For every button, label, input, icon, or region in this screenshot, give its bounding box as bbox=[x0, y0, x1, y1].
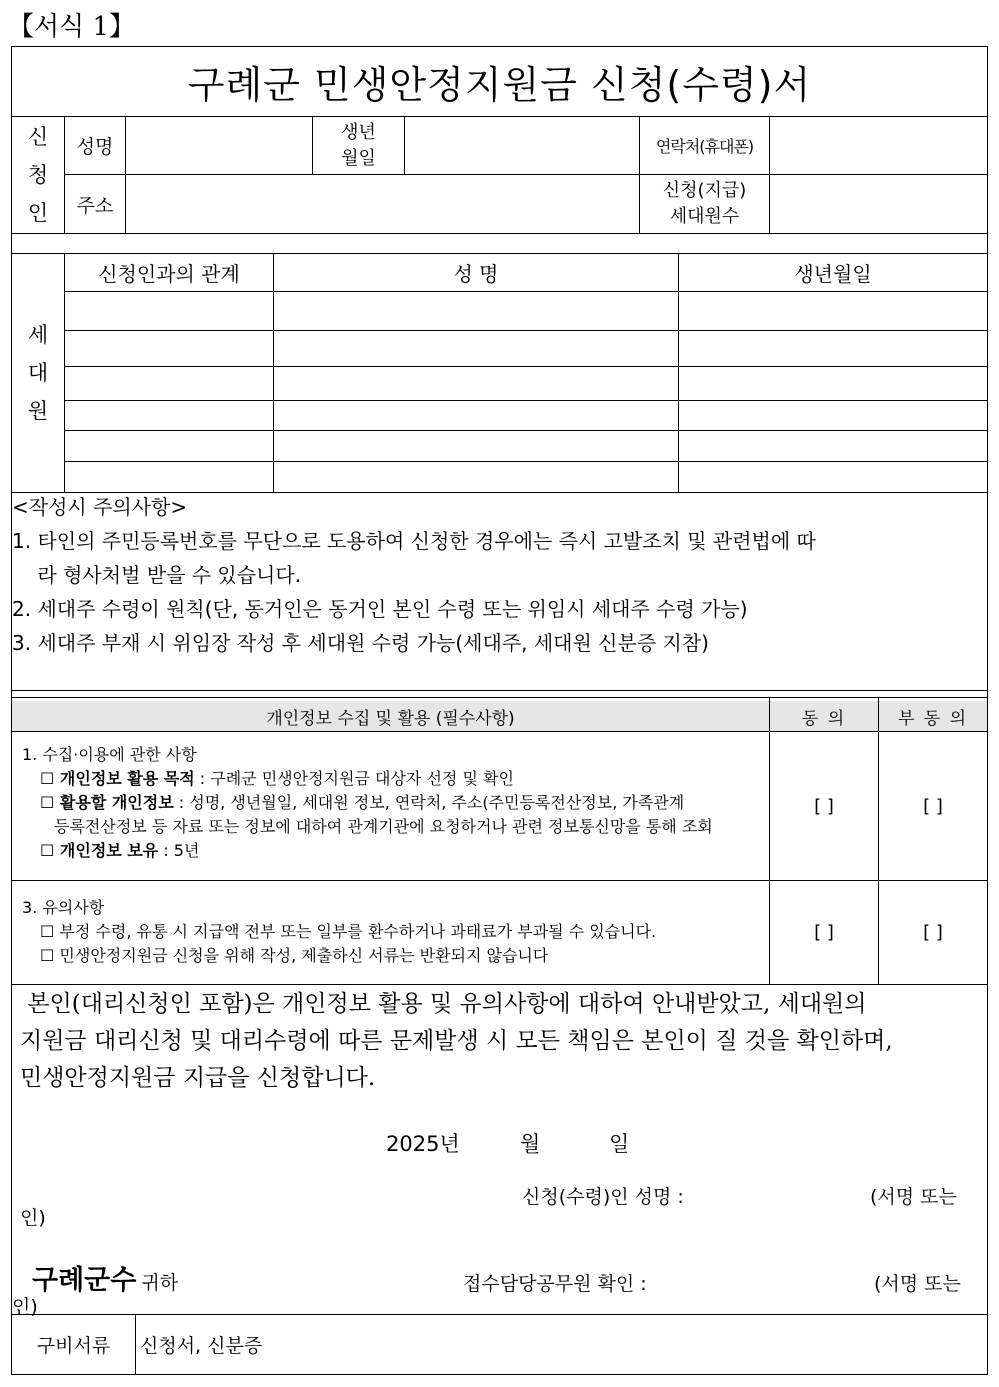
section1-agree-checkbox[interactable]: [ ] bbox=[814, 795, 834, 817]
col-name: 성 명 bbox=[453, 262, 499, 286]
applicant-signature-label: 신청(수령)인 성명 : bbox=[522, 1186, 684, 1208]
applicant-section-label bbox=[12, 116, 64, 233]
staff-confirm-label: 접수담당공무원 확인 : bbox=[463, 1273, 647, 1295]
note-item: 2. 세대주 수령이 원칙(단, 동거인은 동거인 본인 수령 또는 위임시 세대주 수령 가능) bbox=[12, 597, 748, 621]
declaration-text bbox=[20, 986, 990, 1097]
notice-line-1: ☐ 부정 수령, 유통 시 지급액 전부 또는 일부를 환수하거나 과태료가 부과될 수 있습니다. bbox=[40, 922, 657, 941]
address-label: 주소 bbox=[76, 194, 114, 217]
contact-label: 연락처(휴대폰) bbox=[655, 137, 754, 156]
retention-line: ☐ 개인정보 보유 : 5년 bbox=[40, 841, 200, 860]
name-label: 성명 bbox=[76, 136, 114, 158]
col-birthdate: 생년월일 bbox=[794, 262, 872, 286]
seal-text: 인) bbox=[20, 1207, 46, 1229]
recipient-title: 구례군수 bbox=[32, 1265, 137, 1296]
applicant-name-field[interactable] bbox=[126, 117, 312, 174]
household-count-field[interactable] bbox=[770, 175, 987, 233]
form-number-label: 【서식 1】 bbox=[8, 12, 136, 42]
section3-agree-checkbox[interactable]: [ ] bbox=[814, 922, 834, 943]
section3-title: 3. 유의사항 bbox=[22, 898, 105, 917]
info-line: ☐ 활용할 개인정보 : 성명, 생년월일, 세대원 정보, 연락처, 주소(주민등록전산정보, 가족관계 bbox=[40, 793, 685, 812]
attachments-label: 구비서류 bbox=[36, 1335, 111, 1357]
note-item: 라 형사처벌 받을 수 있습니다. bbox=[12, 563, 302, 587]
applicant-contact-field[interactable] bbox=[770, 117, 987, 174]
col-relation: 신청인과의 관계 bbox=[98, 262, 240, 286]
date-month: 월 bbox=[520, 1132, 541, 1156]
household-section-label: 세 대 원 bbox=[27, 323, 49, 423]
birth-label: 생년 월일 bbox=[341, 121, 376, 169]
recipient-honorific: 귀하 bbox=[141, 1272, 179, 1294]
notes-heading: <작성시 주의사항> bbox=[12, 495, 188, 519]
privacy-section-1 bbox=[22, 743, 767, 863]
applicant-birth-field[interactable] bbox=[405, 117, 639, 174]
staff-sign-or-seal: (서명 또는 bbox=[874, 1273, 961, 1295]
agree-header: 동 의 bbox=[770, 701, 878, 731]
section3-disagree-checkbox[interactable]: [ ] bbox=[923, 922, 943, 943]
declaration-line: 지원금 대리신청 및 대리수령에 따른 문제발생 시 모든 책임은 본인이 질 것을 확인하며, bbox=[20, 1028, 893, 1054]
date-year: 2025년 bbox=[386, 1132, 460, 1156]
section1-title: 1. 수집·이용에 관한 사항 bbox=[22, 745, 197, 764]
household-count-label: 신청(지급) 세대원수 bbox=[662, 180, 747, 227]
applicant-section-text: 신 청 인 bbox=[27, 124, 49, 225]
disagree-header: 부 동 의 bbox=[879, 701, 987, 731]
attachments-value: 신청서, 신분증 bbox=[140, 1335, 263, 1357]
note-item: 1. 타인의 주민등록번호를 무단으로 도용하여 신청한 경우에는 즉시 고발조치 및 관련법에 따 bbox=[12, 529, 816, 553]
purpose-line: ☐ 개인정보 활용 목적 : 구례군 민생안정지원금 대상자 선정 및 확인 bbox=[40, 769, 514, 788]
note-item: 3. 세대주 부재 시 위임장 작성 후 세대원 수령 가능(세대주, 세대원 신분증 지참) bbox=[12, 631, 709, 655]
form-title: 구례군 민생안정지원금 신청(수령)서 bbox=[187, 62, 812, 107]
applicant-address-field[interactable] bbox=[126, 175, 639, 233]
privacy-section-3 bbox=[22, 896, 767, 968]
privacy-header: 개인정보 수집 및 활용 (필수사항) bbox=[12, 701, 769, 731]
sign-or-seal-text: (서명 또는 bbox=[870, 1186, 957, 1208]
section1-disagree-checkbox[interactable]: [ ] bbox=[923, 795, 943, 817]
declaration-line: 민생안정지원금 지급을 신청합니다. bbox=[20, 1065, 376, 1091]
notice-line-2: ☐ 민생안정지원금 신청을 위해 작성, 제출하신 서류는 반환되지 않습니다 bbox=[40, 946, 549, 965]
date-day: 일 bbox=[609, 1132, 630, 1156]
declaration-line: 본인(대리신청인 포함)은 개인정보 활용 및 유의사항에 대하여 안내받았고, 세대원의 bbox=[20, 991, 867, 1017]
notes-section bbox=[12, 490, 987, 660]
recipient-block bbox=[32, 1258, 178, 1297]
staff-seal-text: 인) bbox=[12, 1296, 38, 1318]
info-line-2: 등록전산정보 등 자료 또는 정보에 대하여 관계기관에 요청하거나 관련 정보통신망을 통해 조회 bbox=[54, 817, 713, 836]
